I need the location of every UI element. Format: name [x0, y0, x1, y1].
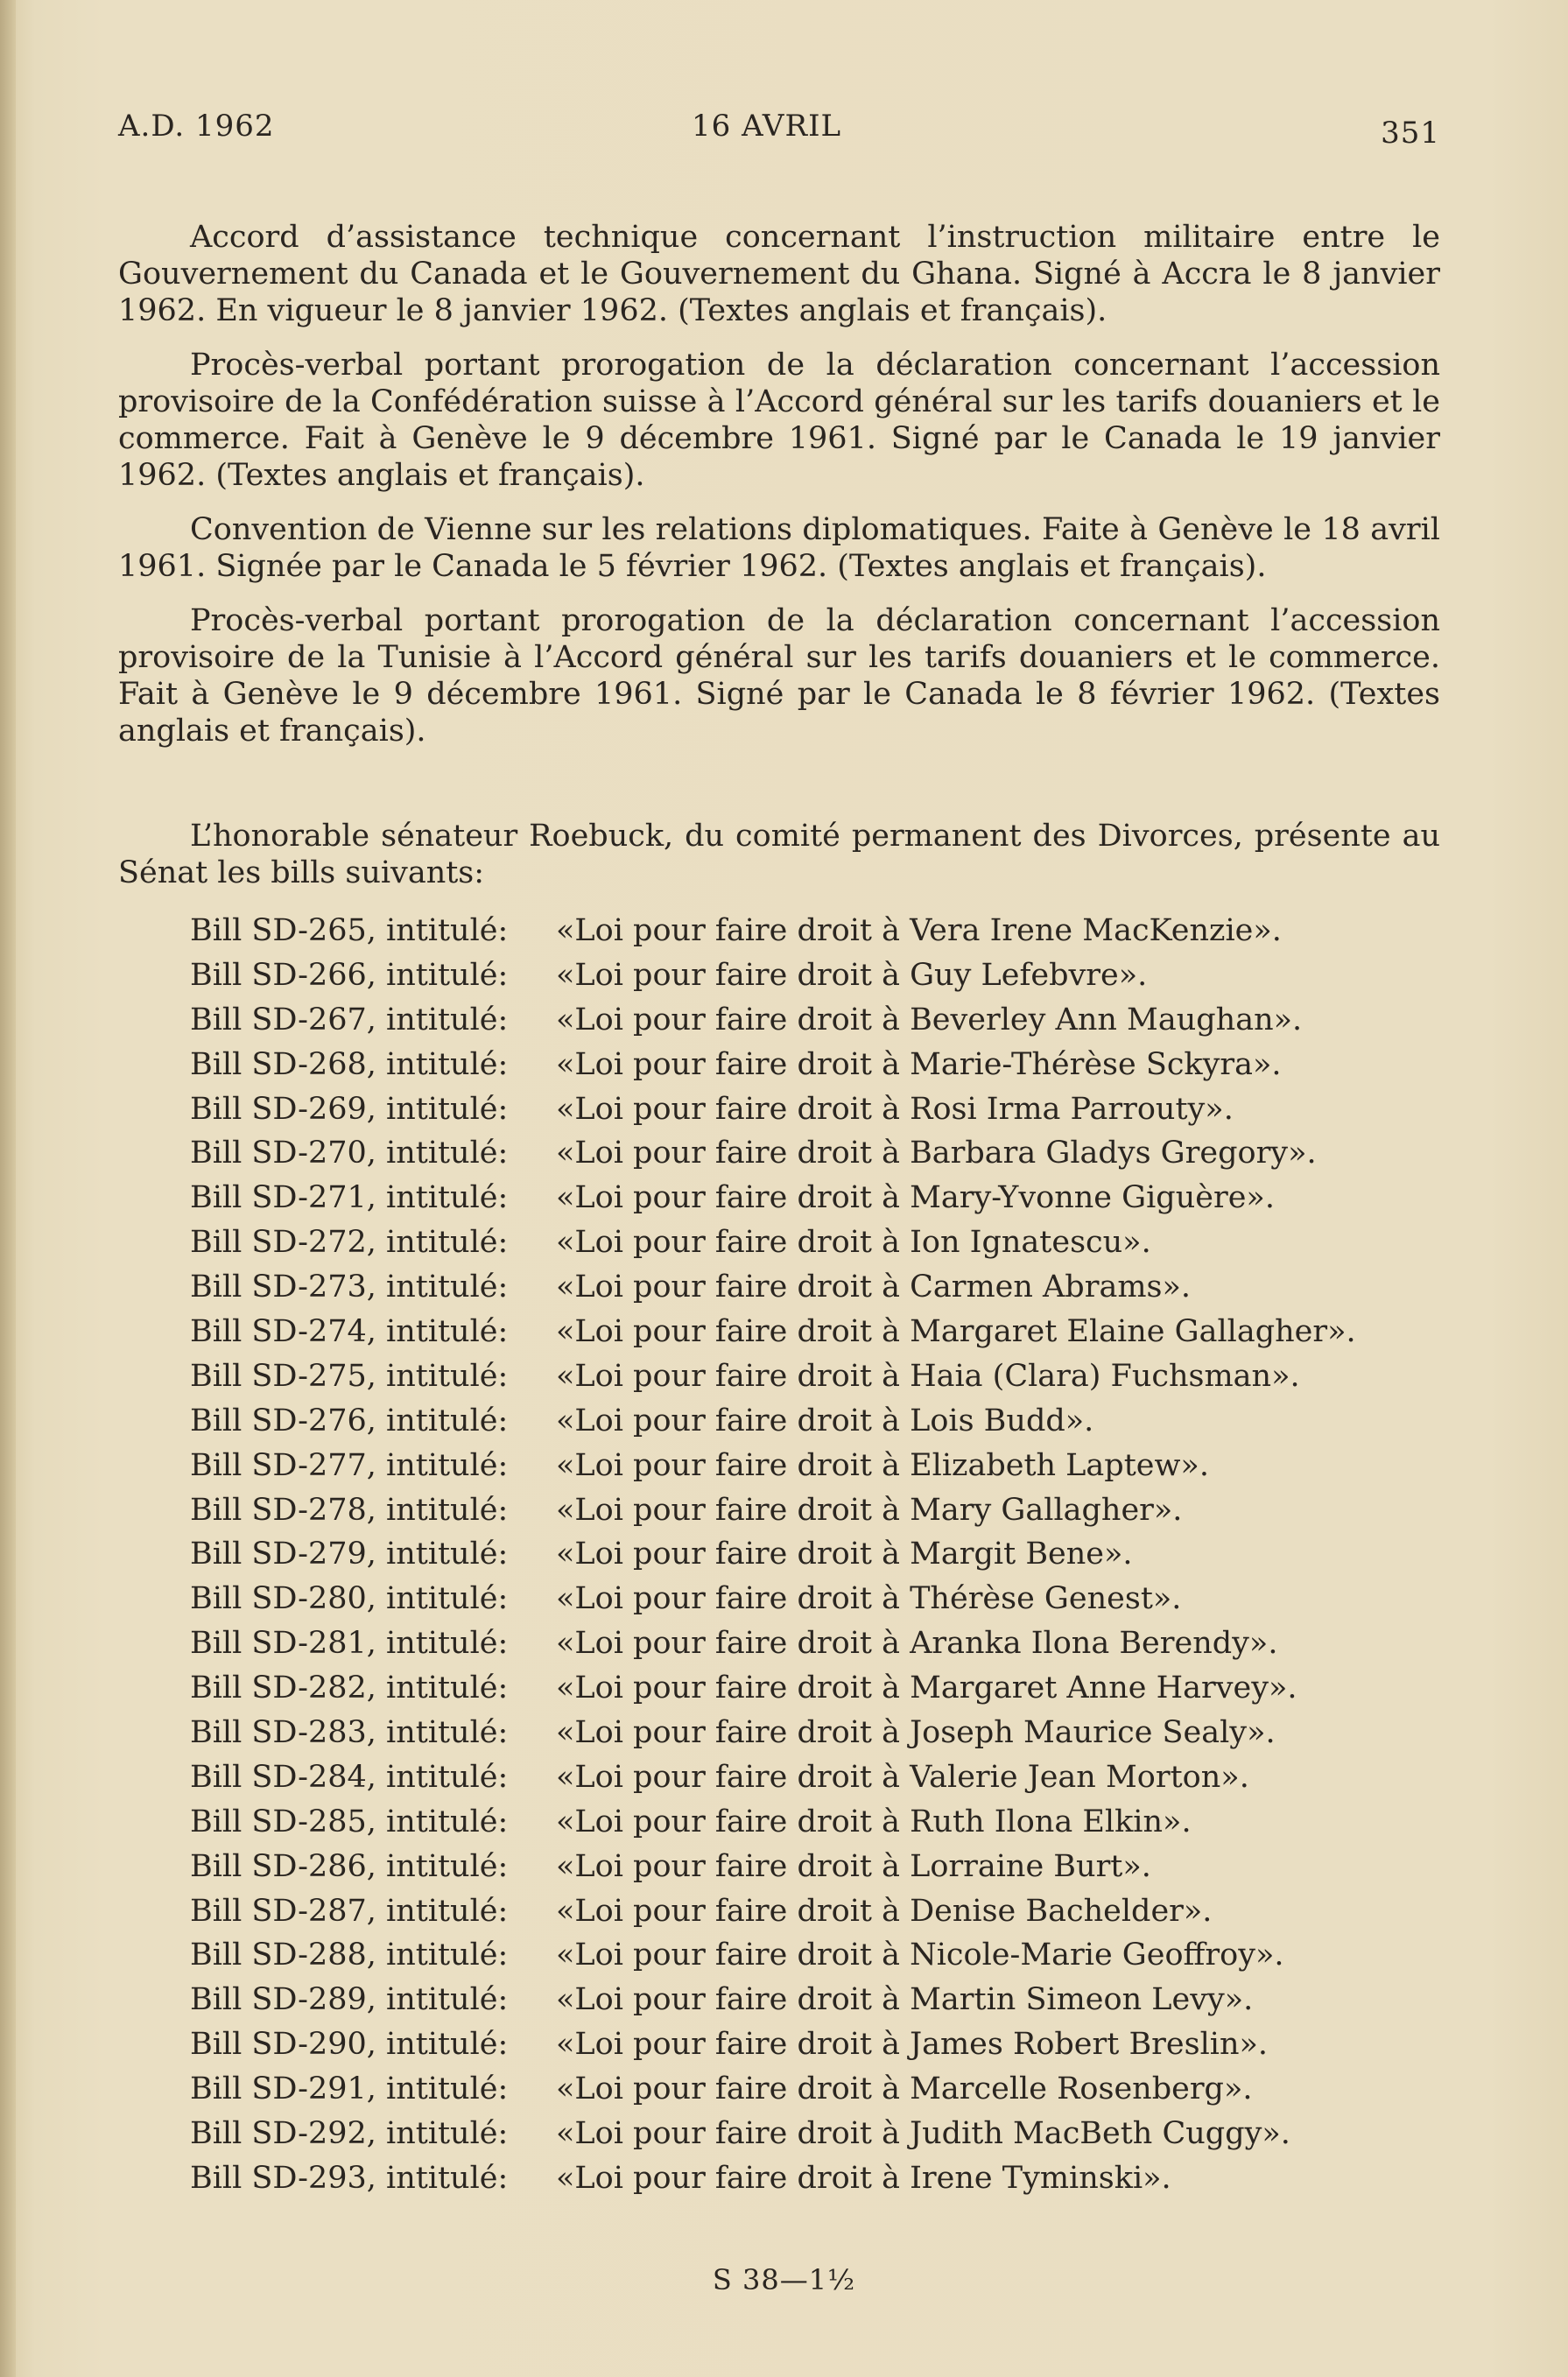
bill-number: Bill SD-276, intitulé: [190, 1403, 509, 1438]
bill-number: Bill SD-268, intitulé: [190, 1046, 509, 1082]
bill-number: Bill SD-278, intitulé: [190, 1492, 509, 1528]
bill-title: «Loi pour faire droit à Mary-Yvonne Giguère». [556, 1180, 1275, 1216]
paragraph: Procès-verbal portant prorogation de la déclaration concernant l’accession provisoire de la Tunisie à l’Accord général sur les tarifs douaniers et le commerce. Fait à Genève le 9 décembre 1961. Signé par le Canada le 8 février 1962. (Textes anglais et français). [118, 603, 1440, 749]
bill-item [190, 1666, 1440, 1711]
bill-item [190, 1220, 1440, 1265]
bill-title: «Loi pour faire droit à Marcelle Rosenberg». [556, 2071, 1253, 2107]
bill-item [190, 1845, 1440, 1889]
bill-item [190, 1265, 1440, 1310]
bill-title: «Loi pour faire droit à Thérèse Genest». [556, 1581, 1182, 1617]
bill-title: «Loi pour faire droit à Guy Lefebvre». [556, 957, 1148, 993]
bill-number: Bill SD-286, intitulé: [190, 1848, 509, 1884]
bill-number: Bill SD-270, intitulé: [190, 1136, 509, 1171]
bill-item [190, 1043, 1440, 1087]
bill-number: Bill SD-269, intitulé: [190, 1091, 509, 1127]
bill-title: «Loi pour faire droit à James Robert Breslin». [556, 2027, 1269, 2063]
bill-number: Bill SD-287, intitulé: [190, 1893, 509, 1929]
bill-title: «Loi pour faire droit à Beverley Ann Maughan». [556, 1002, 1303, 1037]
bill-number: Bill SD-273, intitulé: [190, 1269, 509, 1305]
bill-number: Bill SD-274, intitulé: [190, 1314, 509, 1350]
bill-item [190, 2156, 1440, 2201]
bill-number: Bill SD-280, intitulé: [190, 1581, 509, 1617]
bill-item [190, 1978, 1440, 2022]
bill-item [190, 1488, 1440, 1533]
paragraph: Procès-verbal portant prorogation de la déclaration concernant l’accession provisoire de la Confédération suisse à l’Accord général sur les tarifs douaniers et le commerce. Fait à Genève le 9 décembre 1961. Signé par le Canada le 19 janvier 1962. (Textes anglais et français). [118, 348, 1440, 493]
bill-title: «Loi pour faire droit à Irene Tyminski». [556, 2160, 1171, 2196]
bill-title: «Loi pour faire droit à Margit Bene». [556, 1537, 1133, 1572]
bill-number: Bill SD-267, intitulé: [190, 1002, 509, 1037]
bill-item [190, 2067, 1440, 2112]
bill-item [190, 1087, 1440, 1132]
bill-item [190, 1310, 1440, 1354]
bill-item [190, 1399, 1440, 1444]
bill-title: «Loi pour faire droit à Rosi Irma Parrouty». [556, 1091, 1234, 1127]
page-number: 351 [1381, 116, 1440, 151]
bill-number: Bill SD-293, intitulé: [190, 2160, 509, 2196]
bill-title: «Loi pour faire droit à Martin Simeon Levy». [556, 1982, 1254, 2018]
bill-number: Bill SD-266, intitulé: [190, 957, 509, 993]
bill-number: Bill SD-289, intitulé: [190, 1982, 509, 2018]
bill-item [190, 2112, 1440, 2156]
bill-number: Bill SD-291, intitulé: [190, 2071, 509, 2107]
bills-intro: L’honorable sénateur Roebuck, du comité permanent des Divorces, présente au Sénat les bills suivants: [118, 819, 1440, 890]
bill-number: Bill SD-283, intitulé: [190, 1715, 509, 1751]
bill-title: «Loi pour faire droit à Valerie Jean Morton». [556, 1759, 1249, 1795]
bill-item [190, 1131, 1440, 1176]
bill-list [118, 909, 1440, 2201]
bill-number: Bill SD-272, intitulé: [190, 1225, 509, 1261]
bill-item [190, 1800, 1440, 1845]
bill-number: Bill SD-271, intitulé: [190, 1180, 509, 1216]
bill-title: «Loi pour faire droit à Joseph Maurice Sealy». [556, 1715, 1276, 1751]
header-date: 16 AVRIL [692, 109, 842, 144]
bill-title: «Loi pour faire droit à Aranka Ilona Berendy». [556, 1626, 1278, 1662]
bill-number: Bill SD-282, intitulé: [190, 1670, 509, 1706]
bill-item [190, 1755, 1440, 1800]
bill-item [190, 2022, 1440, 2067]
bill-item [190, 998, 1440, 1043]
bill-number: Bill SD-288, intitulé: [190, 1937, 509, 1973]
bill-title: «Loi pour faire droit à Carmen Abrams». [556, 1269, 1192, 1305]
bill-title: «Loi pour faire droit à Denise Bachelder». [556, 1893, 1213, 1929]
bill-item [190, 1933, 1440, 1978]
bill-number: Bill SD-285, intitulé: [190, 1804, 509, 1839]
bill-item [190, 1176, 1440, 1220]
header-year: A.D. 1962 [118, 109, 275, 144]
bill-title: «Loi pour faire droit à Margaret Anne Harvey». [556, 1670, 1297, 1706]
bill-title: «Loi pour faire droit à Lorraine Burt». [556, 1848, 1151, 1884]
bill-item [190, 1577, 1440, 1621]
bill-number: Bill SD-292, intitulé: [190, 2116, 509, 2152]
page-body [118, 219, 1440, 2201]
page-spine [0, 0, 16, 2377]
bill-title: «Loi pour faire droit à Haia (Clara) Fuchsman». [556, 1358, 1300, 1394]
bill-title: «Loi pour faire droit à Margaret Elaine Gallagher». [556, 1314, 1356, 1350]
bill-title: «Loi pour faire droit à Judith MacBeth Cuggy». [556, 2116, 1290, 2152]
paragraph: Accord d’assistance technique concernant l’instruction militaire entre le Gouvernement du Canada et le Gouvernement du Ghana. Signé à Accra le 8 janvier 1962. En vigueur le 8 janvier 1962. (Textes anglais et français). [118, 220, 1440, 328]
bill-item [190, 953, 1440, 998]
bill-item [190, 1444, 1440, 1488]
bill-title: «Loi pour faire droit à Vera Irene MacKenzie». [556, 913, 1282, 948]
bill-item [190, 1889, 1440, 1934]
bill-number: Bill SD-275, intitulé: [190, 1358, 509, 1394]
bill-item [190, 1532, 1440, 1577]
bill-number: Bill SD-277, intitulé: [190, 1447, 509, 1483]
bill-item [190, 1354, 1440, 1399]
bill-title: «Loi pour faire droit à Nicole-Marie Geoffroy». [556, 1937, 1284, 1973]
bill-title: «Loi pour faire droit à Mary Gallagher». [556, 1492, 1183, 1528]
bill-number: Bill SD-290, intitulé: [190, 2027, 509, 2063]
bill-item [190, 1621, 1440, 1666]
bill-title: «Loi pour faire droit à Ruth Ilona Elkin». [556, 1804, 1192, 1839]
bill-number: Bill SD-284, intitulé: [190, 1759, 509, 1795]
bill-item [190, 909, 1440, 953]
paragraph: Convention de Vienne sur les relations diplomatiques. Faite à Genève le 18 avril 1961. Signée par le Canada le 5 février 1962. (Textes anglais et français). [118, 512, 1440, 584]
bill-title: «Loi pour faire droit à Ion Ignatescu». [556, 1225, 1151, 1261]
bill-number: Bill SD-265, intitulé: [190, 913, 509, 948]
bill-title: «Loi pour faire droit à Elizabeth Laptew». [556, 1447, 1209, 1483]
bill-number: Bill SD-279, intitulé: [190, 1537, 509, 1572]
bill-item [190, 1711, 1440, 1755]
bill-title: «Loi pour faire droit à Lois Budd». [556, 1403, 1094, 1438]
bill-number: Bill SD-281, intitulé: [190, 1626, 509, 1662]
running-header [118, 109, 1440, 152]
bill-title: «Loi pour faire droit à Marie-Thérèse Sckyra». [556, 1046, 1282, 1082]
signature-mark: S 38—1½ [712, 2263, 856, 2296]
bill-title: «Loi pour faire droit à Barbara Gladys Gregory». [556, 1136, 1317, 1171]
